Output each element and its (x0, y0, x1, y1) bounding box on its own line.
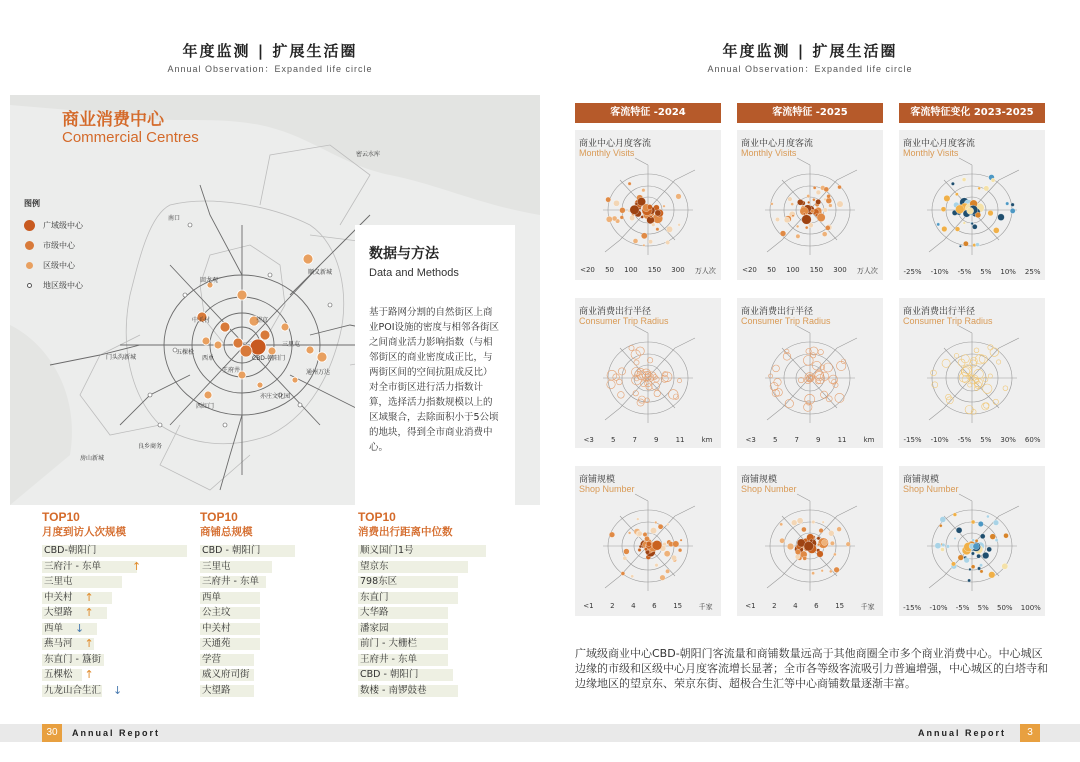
top10-item-label: 798东区 (360, 576, 398, 587)
legend-tick-label: -5% (955, 604, 970, 612)
map-label: 西单 (202, 355, 215, 362)
map-panel (575, 466, 721, 616)
legend-tick-label: 50 (767, 266, 776, 274)
panel-title: 商业消费出行半径 (579, 307, 652, 317)
top10-item-label: CBD - 朝阳门 (202, 545, 261, 556)
legend-tick-label: 4 (793, 602, 798, 610)
top10-item (358, 590, 518, 606)
legend-tick-label: 9 (654, 436, 659, 444)
top10-item (358, 559, 518, 575)
legend-tick-label: <1 (745, 602, 756, 610)
legend-tick-label: 千家 (698, 603, 713, 611)
legend-ticks (737, 436, 883, 444)
legend-tick-label: 4 (631, 602, 636, 610)
panel-subtitle: Monthly Visits (903, 148, 959, 158)
panel-subtitle: Monthly Visits (579, 148, 635, 158)
legend-ticks (899, 604, 1045, 612)
legend-tick-label: 25% (1024, 268, 1041, 276)
top10-item (200, 683, 360, 699)
column-header: 客流特征变化 2023-2025 (899, 103, 1045, 123)
top10-item (42, 667, 202, 683)
legend-tick-label: 300 (833, 266, 847, 274)
legend-tick-label: 万人次 (694, 267, 716, 275)
method-subtitle: Data and Methods (369, 267, 459, 279)
top10-item (358, 667, 518, 683)
legend-tick-label: -5% (957, 436, 972, 444)
top10-item-label: 三府汁 - 东单 (44, 560, 101, 572)
top10-item (200, 621, 360, 637)
legend-tick-label: 50 (605, 266, 614, 274)
right-page (540, 0, 1080, 762)
legend-tick-label: 5 (772, 436, 778, 444)
panel-subtitle: Shop Number (579, 484, 635, 494)
legend-item (24, 275, 83, 295)
legend-dot-icon (26, 262, 33, 269)
top10-item (42, 559, 202, 575)
map-panel (737, 130, 883, 280)
right-header-title: 年度监测 | 扩展生活圈 (722, 42, 898, 60)
legend-tick-label: 5% (977, 604, 989, 612)
legend-tick-label: 30% (1000, 436, 1016, 444)
top10-item (358, 543, 518, 559)
map-legend (24, 198, 83, 295)
legend-ticks (737, 266, 883, 276)
panel-subtitle: Shop Number (741, 484, 797, 494)
legend-tick-label: <20 (742, 266, 757, 274)
legend-label: 地区级中心 (43, 280, 83, 290)
panel-title: 商业中心月度客流 (903, 139, 976, 149)
top10-item-label: 东直门 (360, 591, 389, 603)
top10-monthly-visits (42, 510, 202, 698)
top10-item (358, 636, 518, 652)
legend-tick-label: 100 (786, 266, 800, 274)
legend-ticks (575, 436, 721, 444)
legend-tick-label: 6 (814, 602, 819, 610)
legend-tick-label: -15% (903, 604, 922, 612)
top10-item (358, 683, 518, 699)
top10-item-label: 三府井 - 东单 (202, 576, 259, 587)
map-label: 西红门 (196, 403, 215, 410)
top10-item (200, 590, 360, 606)
legend-tick-label: 150 (809, 266, 824, 274)
legend-tick-label: 100 (624, 266, 638, 274)
arrow-down-icon: ↓ (113, 683, 123, 697)
map-panel (899, 130, 1045, 280)
panel-title: 商业消费出行半径 (903, 307, 976, 317)
map-panel (575, 298, 721, 448)
map-label: 良乡商务 (138, 443, 163, 450)
legend-tick-label: 2 (610, 602, 615, 610)
legend-tick-label: -15% (903, 436, 922, 444)
top10-trip-distance (358, 510, 518, 698)
top10-item (42, 590, 202, 606)
panel-title: 商业消费出行半径 (741, 307, 814, 317)
legend-tick-label: 万人次 (856, 267, 878, 275)
map-panel (575, 130, 721, 280)
arrow-down-icon: ↓ (75, 621, 85, 635)
top10-label: TOP10 (42, 510, 80, 524)
right-header-subtitle: Annual Observation：Expanded life circle (707, 64, 913, 74)
legend-dot-icon (24, 220, 35, 231)
column-header: 客流特征 -2025 (737, 103, 883, 123)
top10-item (200, 667, 360, 683)
map-label: 门头沟新城 (106, 354, 137, 361)
legend-tick-label: 100% (1020, 604, 1041, 612)
top10-label: TOP10 (200, 510, 238, 524)
legend-tick-label: 5% (980, 268, 992, 276)
top10-item-label: 前门 - 大栅栏 (360, 638, 417, 649)
legend-tick-label: 2 (772, 602, 777, 610)
top10-item-label: 大华路 (360, 607, 389, 618)
page-number: 30 (42, 724, 62, 742)
footer-text: Annual Report (72, 728, 160, 738)
map-label: 五棵松 (176, 349, 195, 356)
top10-label: TOP10 (358, 510, 396, 524)
legend-tick-label: 5% (980, 436, 992, 444)
map-label: 房山新城 (80, 455, 105, 462)
top10-item-label: 潘家园 (360, 622, 389, 634)
top10-item-label: CBD - 朝阳门 (360, 669, 419, 680)
top10-item (42, 605, 202, 621)
legend-tick-label: 300 (671, 266, 685, 274)
legend-tick-label: -5% (957, 268, 972, 276)
panel-title: 商铺规模 (903, 475, 940, 485)
top10-list (200, 543, 360, 698)
map-label: 回龙观 (200, 277, 219, 284)
legend-tick-label: <3 (745, 436, 756, 444)
legend-tick-label: 9 (816, 436, 821, 444)
legend-tick-label: 50% (996, 604, 1013, 612)
top10-item-label: 中关村 (202, 622, 231, 634)
top10-item-label: 王府井 - 东单 (360, 653, 417, 665)
map-panel (899, 466, 1045, 616)
panel-subtitle: Consumer Trip Radius (903, 316, 993, 326)
top10-item-label: 威义府司街 (202, 669, 250, 680)
top10-item-label: 东直门 - 簋街 (44, 653, 101, 665)
legend-tick-label: 6 (652, 602, 657, 610)
legend-tick-label: km (863, 436, 875, 444)
top10-item (42, 543, 202, 559)
top10-item (200, 636, 360, 652)
data-methods-box (355, 225, 515, 505)
panel-subtitle: Monthly Visits (741, 148, 797, 158)
map-label: 通州万达 (306, 369, 331, 376)
top10-item-label: 九龙山合生汇 (44, 684, 102, 696)
panel-subtitle: Consumer Trip Radius (741, 316, 831, 326)
legend-tick-label: 7 (632, 436, 637, 444)
map-label: 望京 (256, 317, 269, 324)
map-title: 商业消费中心 (62, 110, 164, 130)
top10-item (42, 621, 202, 637)
legend-tick-label: <20 (580, 266, 595, 274)
panel-title: 商业中心月度客流 (579, 139, 652, 149)
legend-dot-icon (25, 241, 34, 250)
map-subtitle: Commercial Centres (62, 129, 199, 146)
legend-item (24, 215, 83, 235)
top10-item (358, 652, 518, 668)
top10-item (42, 683, 202, 699)
top10-item-label: 中关村 (44, 591, 73, 603)
legend-tick-label: -10% (930, 436, 949, 444)
legend-ticks (899, 268, 1045, 276)
panel-subtitle: Shop Number (903, 484, 959, 494)
top10-item-label: 大望路 (44, 607, 73, 618)
legend-tick-label: 10% (1000, 268, 1016, 276)
footer-text: Annual Report (918, 728, 1006, 738)
panel-subtitle: Consumer Trip Radius (579, 316, 669, 326)
legend-ticks (575, 602, 721, 612)
top10-item-label: 顺义国门1号 (360, 545, 414, 556)
legend-tick-label: 7 (794, 436, 799, 444)
top10-item-label: 学营 (202, 653, 222, 665)
legend-item (24, 235, 83, 255)
left-footer (0, 724, 540, 742)
legend-label: 市级中心 (43, 240, 75, 250)
top10-item (200, 559, 360, 575)
top10-item (42, 574, 202, 590)
panel-title: 商铺规模 (579, 475, 616, 485)
legend-tick-label: 15 (673, 602, 683, 610)
top10-item-label: 数楼 - 南锣鼓巷 (360, 684, 427, 696)
top10-item (358, 621, 518, 637)
left-header-title: 年度监测 | 扩展生活圈 (182, 42, 358, 60)
top10-item-label: 大望路 (202, 684, 231, 696)
top10-item-label: 西单 (44, 622, 64, 634)
map-label: 王府井 (222, 367, 241, 374)
map-label: 亦庄文化园 (260, 393, 291, 400)
top10-item-label: 三里屯 (44, 576, 73, 587)
top10-item-label: 望京东 (360, 560, 389, 572)
legend-tick-label: km (701, 436, 713, 444)
arrow-up-icon: ↑ (84, 606, 94, 619)
top10-item-label: 天通苑 (202, 638, 231, 649)
map-label: 顺义新城 (308, 269, 333, 276)
top10-item (42, 636, 202, 652)
top10-item (200, 574, 360, 590)
left-header-subtitle: Annual Observation：Expanded life circle (167, 64, 373, 74)
top10-item-label: 公主坟 (202, 607, 231, 618)
top10-heading: 月度到访人次规模 (42, 526, 126, 538)
arrow-up-icon: ↑ (84, 668, 94, 681)
map-label: CBD-朝阳门 (252, 355, 286, 362)
page-number: 3 (1020, 724, 1040, 742)
top10-item (358, 574, 518, 590)
legend-tick-label: 5 (610, 436, 616, 444)
legend-tick-label: -10% (929, 604, 948, 612)
top10-list (42, 543, 202, 698)
legend-ticks (737, 602, 883, 612)
legend-tick-label: <3 (583, 436, 594, 444)
column-header: 客流特征 -2024 (575, 103, 721, 123)
map-panel (899, 298, 1045, 448)
map-panel (737, 298, 883, 448)
panel-title: 商铺规模 (741, 475, 778, 485)
legend-tick-label: <1 (583, 602, 594, 610)
top10-item (42, 652, 202, 668)
right-footer (540, 724, 1080, 742)
method-body: 基于路网分割的自然街区上商业POI设施的密度与相邻各街区之间商业活力影响指数（与相邻街区的商业密度成正比，与两街区间的空间抗阻成反比）对全市街区进行活力指数计算，选择活力指数规模以上的区域聚合，去除面积小于5公顷的地块，得到全市商业消费中心。 (369, 307, 500, 453)
arrow-up-icon: ↑ (132, 559, 142, 573)
legend-tick-label: 60% (1024, 436, 1041, 444)
top10-item-label: 西单 (202, 591, 222, 603)
top10-item-label: 三里屯 (202, 560, 231, 572)
map-label: 密云水库 (356, 151, 381, 158)
legend-tick-label: 11 (837, 436, 847, 444)
map-label: 南口 (168, 215, 181, 222)
legend-label: 区级中心 (43, 260, 75, 270)
legend-tick-label: 15 (835, 602, 845, 610)
legend-ticks (899, 436, 1045, 444)
top10-item-label: 燕马河 (44, 638, 73, 649)
top10-item-label: CBD-朝阳门 (44, 545, 97, 556)
top10-heading: 消费出行距离中位数 (358, 526, 453, 538)
panel-title: 商业中心月度客流 (741, 139, 814, 149)
method-title: 数据与方法 (369, 246, 439, 262)
legend-tick-label: 千家 (860, 603, 875, 611)
arrow-up-icon: ↑ (84, 637, 94, 650)
top10-item (200, 605, 360, 621)
legend-tick-label: 150 (647, 266, 662, 274)
map-panel (737, 466, 883, 616)
top10-heading: 商铺总规模 (200, 526, 253, 538)
map-label: 中关村 (192, 317, 211, 324)
legend-tick-label: -25% (903, 268, 922, 276)
legend-dot-icon (27, 283, 32, 288)
legend-tick-label: -10% (930, 268, 949, 276)
legend-label: 广域级中心 (43, 220, 83, 230)
legend-ticks (575, 266, 721, 276)
top10-item (200, 543, 360, 559)
top10-list (358, 543, 518, 698)
arrow-up-icon: ↑ (84, 590, 94, 604)
top10-item (200, 652, 360, 668)
top10-shop-number (200, 510, 360, 698)
legend-title: 图例 (24, 199, 40, 208)
summary-text: 广域级商业中心CBD-朝阳门客流量和商铺数量远高于其他商圈全市多个商业消费中心。中心城区边缘的市级和区级中心月度客流增长显著；全市各等级客流吸引力普遍增强，中心城区的白塔寺和边缘地区的望京东、荣京东街、超极合生汇等中心商铺数量逐渐丰富。 (575, 647, 1048, 690)
map-label: 三里屯 (282, 341, 301, 348)
top10-item-label: 五棵松 (44, 669, 73, 680)
top10-item (358, 605, 518, 621)
legend-tick-label: 11 (675, 436, 685, 444)
legend-item (24, 255, 83, 275)
